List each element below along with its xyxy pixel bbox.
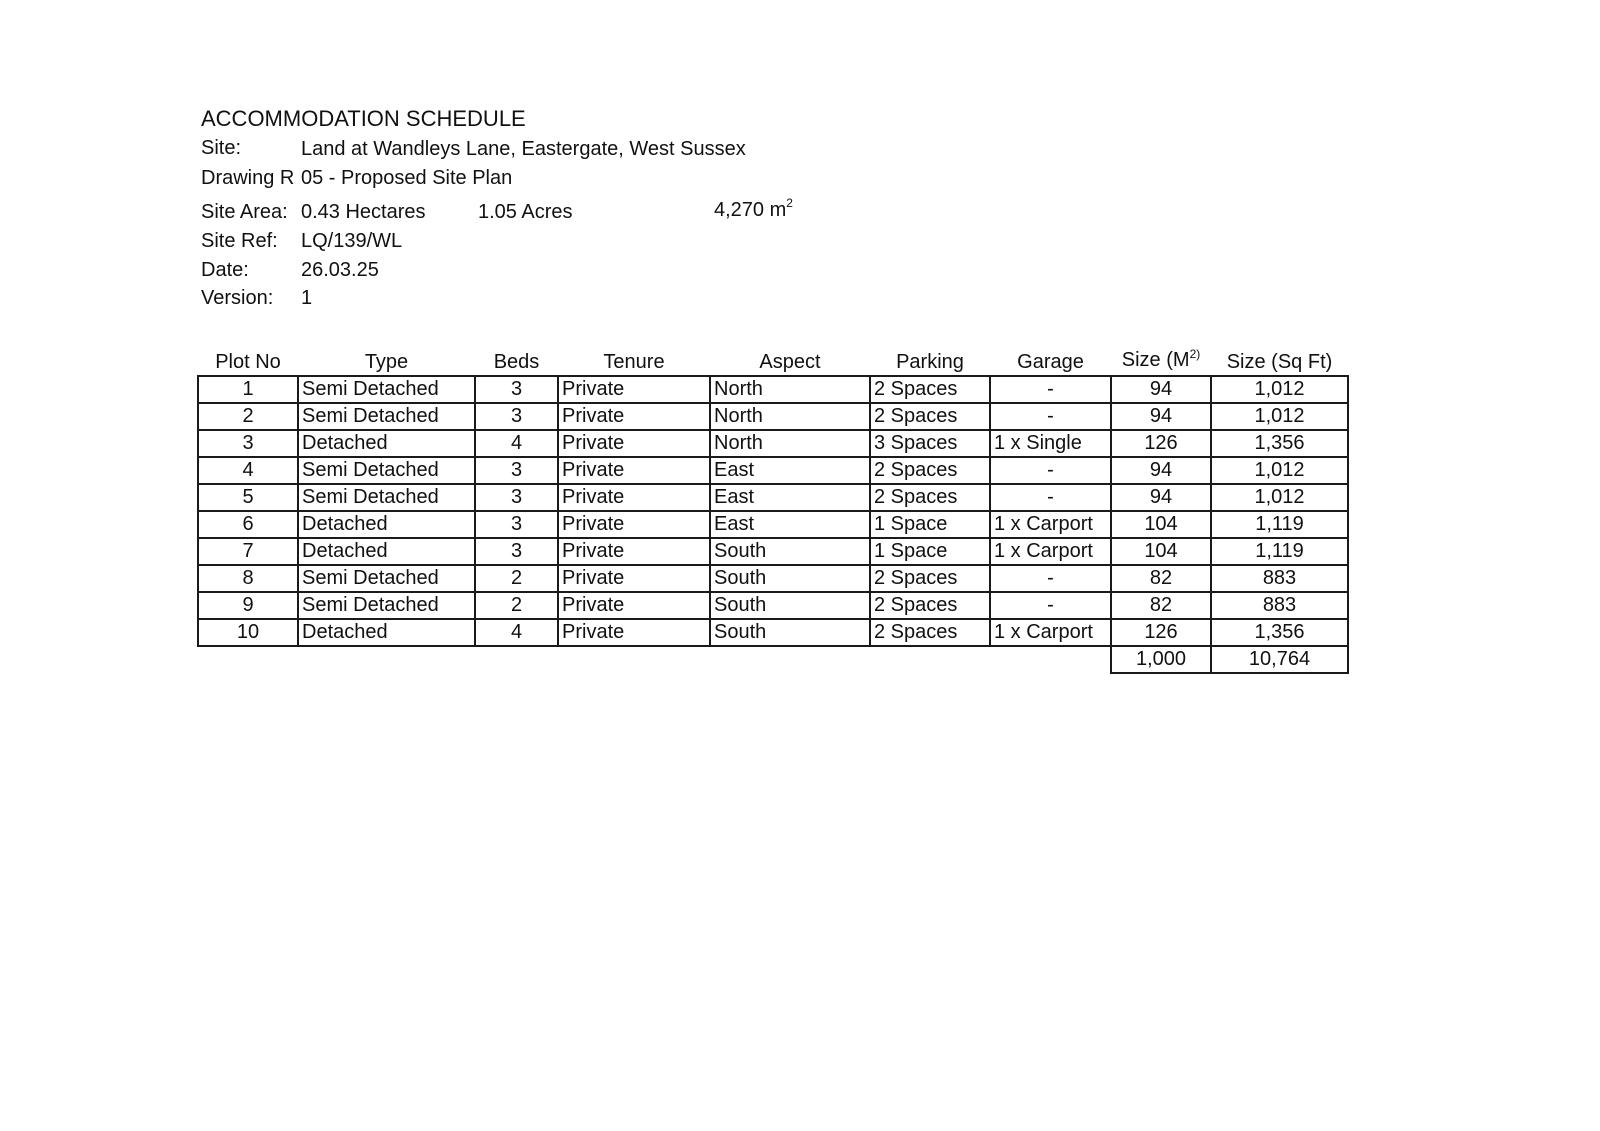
- cell-type: Detached: [298, 538, 475, 565]
- cell-type: Semi Detached: [298, 484, 475, 511]
- cell-size-sqft: 1,356: [1211, 430, 1348, 457]
- cell-size-m2: 94: [1111, 457, 1211, 484]
- cell-size-m2: 104: [1111, 538, 1211, 565]
- cell-type: Semi Detached: [298, 376, 475, 403]
- site-area-hectares: 0.43 Hectares: [301, 201, 426, 223]
- cell-size-sqft: 883: [1211, 592, 1348, 619]
- cell-tenure: Private: [558, 430, 710, 457]
- accommodation-schedule-table: [197, 375, 1349, 674]
- cell-plot: 4: [198, 457, 298, 484]
- cell-garage: 1 x Carport: [990, 511, 1111, 538]
- cell-parking: 1 Space: [870, 538, 990, 565]
- site-area-m2-value: 4,270 m: [714, 199, 787, 221]
- cell-garage: -: [990, 484, 1111, 511]
- cell-type: Semi Detached: [298, 565, 475, 592]
- document-title: ACCOMMODATION SCHEDULE: [201, 106, 526, 131]
- table-row: [198, 430, 1348, 457]
- col-header-garage: Garage: [1017, 351, 1084, 373]
- cell-size-m2: 94: [1111, 376, 1211, 403]
- cell-parking: 2 Spaces: [870, 592, 990, 619]
- cell-tenure: Private: [558, 403, 710, 430]
- date-label: Date:: [201, 259, 249, 281]
- cell-tenure: Private: [558, 619, 710, 646]
- table-row: [198, 511, 1348, 538]
- col-header-size-sqft: Size (Sq Ft): [1226, 351, 1333, 373]
- col-header-size-m2: [1111, 348, 1211, 372]
- cell-garage: -: [990, 565, 1111, 592]
- cell-plot: 5: [198, 484, 298, 511]
- cell-type: Detached: [298, 619, 475, 646]
- cell-size-sqft: 1,012: [1211, 457, 1348, 484]
- cell-size-m2: 94: [1111, 403, 1211, 430]
- date-value: 26.03.25: [301, 259, 379, 281]
- cell-aspect: South: [710, 565, 870, 592]
- site-area-m2-superscript: 2: [786, 196, 793, 210]
- drawing-value: 05 - Proposed Site Plan: [301, 167, 513, 189]
- cell-aspect: South: [710, 619, 870, 646]
- cell-size-sqft: 1,012: [1211, 376, 1348, 403]
- cell-tenure: Private: [558, 484, 710, 511]
- cell-parking: 2 Spaces: [870, 376, 990, 403]
- site-area-square-metres: [714, 198, 793, 222]
- cell-parking: 2 Spaces: [870, 619, 990, 646]
- table-row: [198, 376, 1348, 403]
- cell-garage: 1 x Carport: [990, 538, 1111, 565]
- cell-parking: 2 Spaces: [870, 565, 990, 592]
- table-row: [198, 565, 1348, 592]
- cell-plot: 8: [198, 565, 298, 592]
- cell-tenure: Private: [558, 565, 710, 592]
- cell-parking: 2 Spaces: [870, 457, 990, 484]
- cell-plot: 7: [198, 538, 298, 565]
- cell-size-sqft: 1,356: [1211, 619, 1348, 646]
- cell-type: Semi Detached: [298, 403, 475, 430]
- cell-tenure: Private: [558, 538, 710, 565]
- cell-aspect: North: [710, 430, 870, 457]
- cell-beds: 3: [475, 376, 558, 403]
- col-header-parking: Parking: [896, 351, 964, 373]
- cell-beds: 3: [475, 457, 558, 484]
- cell-garage: -: [990, 403, 1111, 430]
- cell-tenure: Private: [558, 457, 710, 484]
- table-row: [198, 619, 1348, 646]
- cell-parking: 2 Spaces: [870, 403, 990, 430]
- col-header-type: Type: [364, 351, 409, 373]
- site-value: Land at Wandleys Lane, Eastergate, West Sussex: [301, 138, 746, 160]
- cell-size-sqft: 1,119: [1211, 511, 1348, 538]
- cell-type: Semi Detached: [298, 457, 475, 484]
- cell-beds: 2: [475, 565, 558, 592]
- cell-parking: 2 Spaces: [870, 484, 990, 511]
- table-row: [198, 592, 1348, 619]
- cell-parking: 1 Space: [870, 511, 990, 538]
- site-label: Site:: [201, 137, 242, 159]
- cell-size-m2: 126: [1111, 430, 1211, 457]
- version-label: Version:: [201, 287, 274, 309]
- version-value: 1: [301, 287, 313, 309]
- cell-tenure: Private: [558, 376, 710, 403]
- cell-beds: 3: [475, 538, 558, 565]
- cell-aspect: East: [710, 484, 870, 511]
- totals-row: [198, 646, 1348, 673]
- cell-plot: 9: [198, 592, 298, 619]
- cell-plot: 1: [198, 376, 298, 403]
- cell-tenure: Private: [558, 592, 710, 619]
- cell-plot: 2: [198, 403, 298, 430]
- cell-aspect: North: [710, 403, 870, 430]
- site-ref-value: LQ/139/WL: [301, 230, 403, 252]
- cell-size-m2: 94: [1111, 484, 1211, 511]
- cell-size-m2: 82: [1111, 565, 1211, 592]
- site-area-acres: 1.05 Acres: [478, 201, 573, 223]
- cell-size-sqft: 1,012: [1211, 403, 1348, 430]
- total-size-m2: 1,000: [1111, 646, 1211, 673]
- cell-beds: 4: [475, 619, 558, 646]
- total-size-sqft: 10,764: [1211, 646, 1348, 673]
- col-header-tenure: Tenure: [603, 351, 665, 373]
- cell-aspect: East: [710, 511, 870, 538]
- cell-type: Semi Detached: [298, 592, 475, 619]
- cell-plot: 3: [198, 430, 298, 457]
- cell-aspect: South: [710, 538, 870, 565]
- table-row: [198, 457, 1348, 484]
- cell-garage: 1 x Single: [990, 430, 1111, 457]
- table-row: [198, 538, 1348, 565]
- cell-type: Detached: [298, 430, 475, 457]
- cell-size-sqft: 1,012: [1211, 484, 1348, 511]
- cell-size-sqft: 883: [1211, 565, 1348, 592]
- cell-tenure: Private: [558, 511, 710, 538]
- cell-aspect: South: [710, 592, 870, 619]
- cell-garage: -: [990, 457, 1111, 484]
- table-body: [198, 376, 1348, 673]
- col-header-plot-no: Plot No: [215, 351, 281, 373]
- cell-parking: 3 Spaces: [870, 430, 990, 457]
- table-row: [198, 403, 1348, 430]
- col-header-size-m2-text: Size (M: [1121, 349, 1190, 371]
- drawing-label: Drawing R: [201, 167, 295, 189]
- cell-garage: 1 x Carport: [990, 619, 1111, 646]
- cell-size-m2: 82: [1111, 592, 1211, 619]
- cell-beds: 3: [475, 484, 558, 511]
- table-row: [198, 484, 1348, 511]
- col-header-size-m2-superscript: 2): [1189, 347, 1201, 361]
- cell-size-m2: 104: [1111, 511, 1211, 538]
- cell-garage: -: [990, 376, 1111, 403]
- cell-aspect: East: [710, 457, 870, 484]
- site-area-label: Site Area:: [201, 201, 288, 223]
- cell-size-m2: 126: [1111, 619, 1211, 646]
- cell-beds: 2: [475, 592, 558, 619]
- cell-aspect: North: [710, 376, 870, 403]
- cell-garage: -: [990, 592, 1111, 619]
- cell-size-sqft: 1,119: [1211, 538, 1348, 565]
- cell-plot: 6: [198, 511, 298, 538]
- site-ref-label: Site Ref:: [201, 230, 278, 252]
- cell-beds: 3: [475, 511, 558, 538]
- cell-plot: 10: [198, 619, 298, 646]
- col-header-aspect: Aspect: [759, 351, 821, 373]
- cell-beds: 4: [475, 430, 558, 457]
- totals-spacer: [198, 646, 1111, 673]
- col-header-beds: Beds: [493, 351, 540, 373]
- cell-type: Detached: [298, 511, 475, 538]
- cell-beds: 3: [475, 403, 558, 430]
